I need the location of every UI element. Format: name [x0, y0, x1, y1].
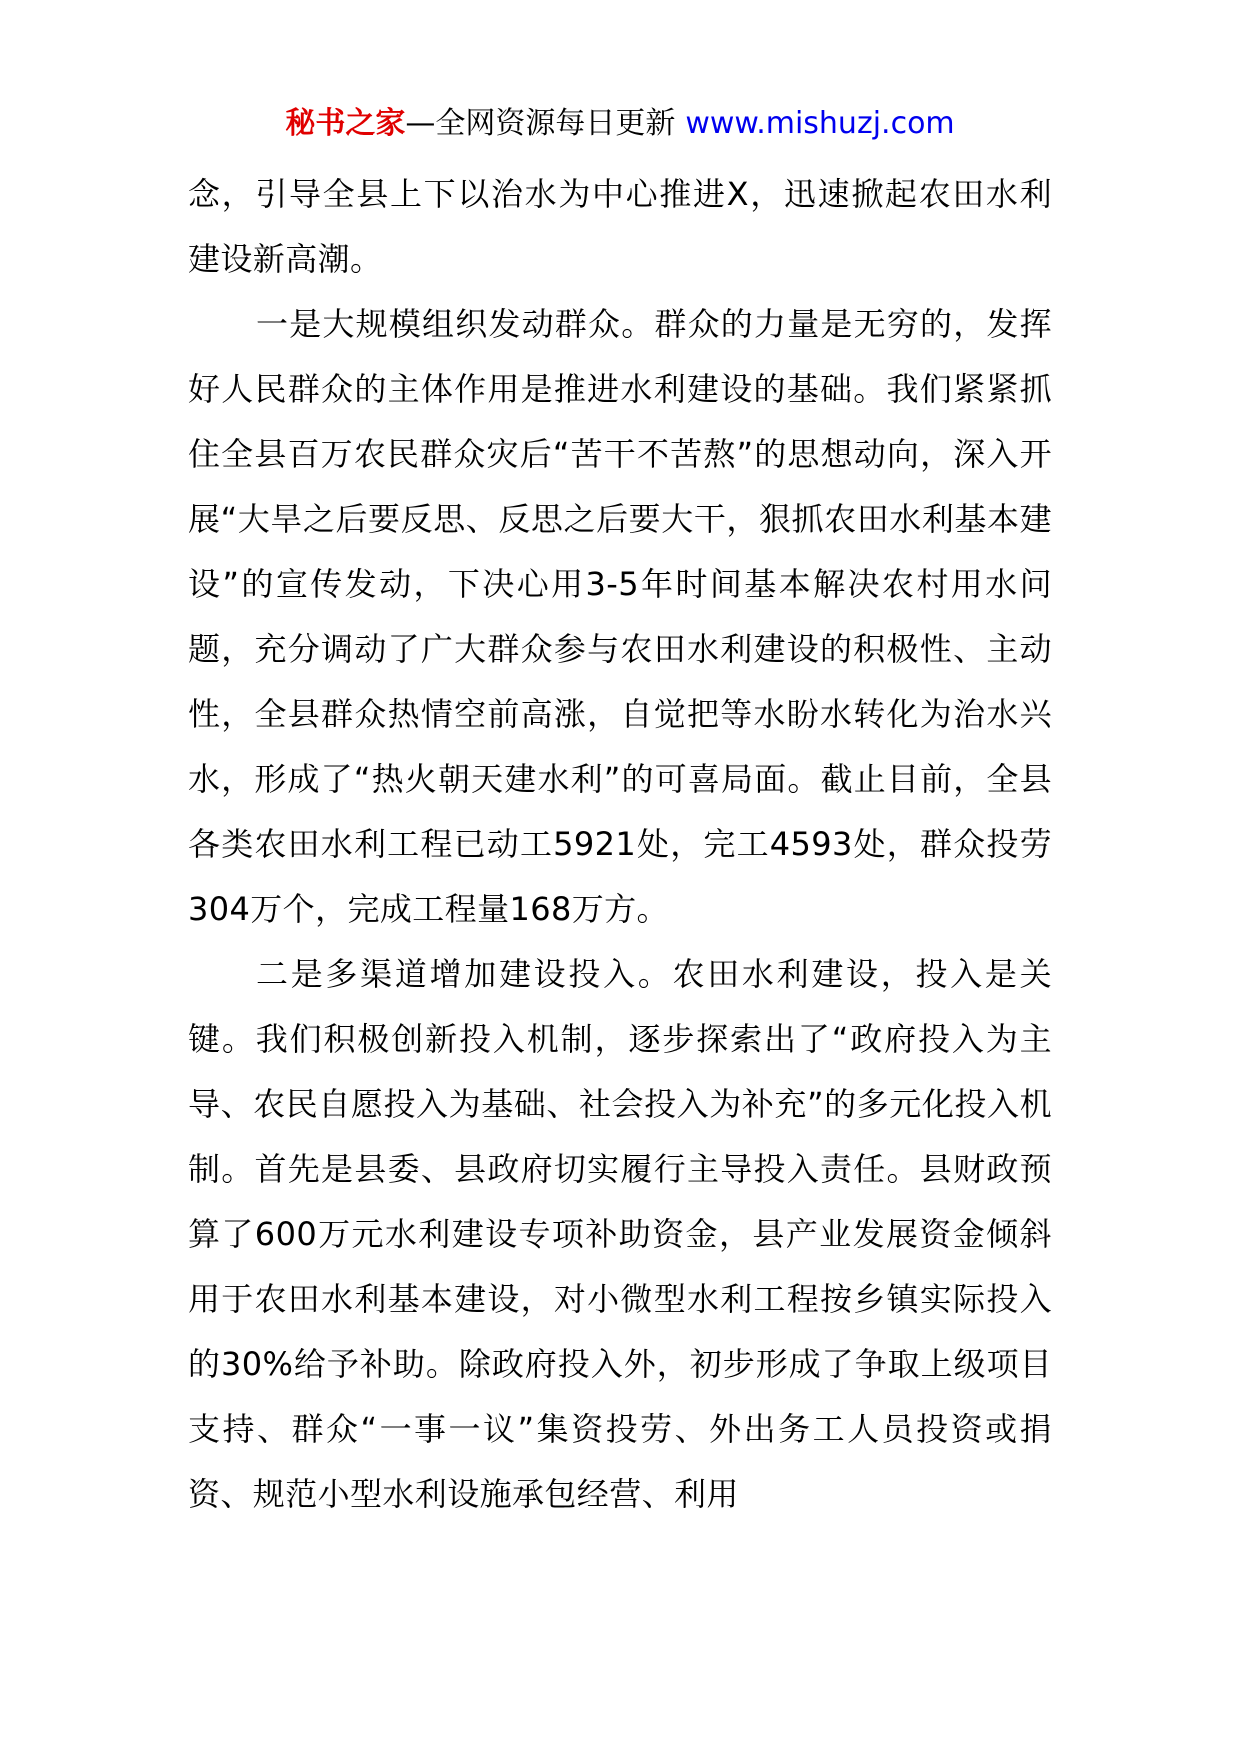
paragraph-continuation: 念，引导全县上下以治水为中心推进X，迅速掀起农田水利建设新高潮。: [188, 175, 1052, 278]
paragraph-mobilize-masses: 一是大规模组织发动群众。群众的力量是无穷的，发挥好人民群众的主体作用是推进水利建设的基础。我们紧紧抓住全县百万农民群众灾后“苦干不苦熬”的思想动向，深入开展“大旱之后要反思、反思之后要大干，狠抓农田水利基本建设”的宣传发动，下决心用3-5年时间基本解决农村用水问题，充分调动了广大群众参与农田水利建设的积极性、主动性，全县群众热情空前高涨，自觉把等水盼水转化为治水兴水，形成了“热火朝天建水利”的可喜局面。截止目前，全县各类农田水利工程已动工5921处，完工4593处，群众投劳304万个，完成工程量168万方。: [188, 305, 1052, 928]
document-body: [188, 162, 1052, 1527]
site-tagline: —全网资源每日更新: [405, 106, 676, 141]
site-brand: 秘书之家: [285, 106, 406, 141]
paragraph-increase-investment: 二是多渠道增加建设投入。农田水利建设，投入是关键。我们积极创新投入机制，逐步探索出了“政府投入为主导、农民自愿投入为基础、社会投入为补充”的多元化投入机制。首先是县委、县政府切实履行主导投入责任。县财政预算了600万元水利建设专项补助资金，县产业发展资金倾斜用于农田水利基本建设，对小微型水利工程按乡镇实际投入的30%给予补助。除政府投入外，初步形成了争取上级项目支持、群众“一事一议”集资投劳、外出务工人员投资或捐资、规范小型水利设施承包经营、利用: [188, 955, 1052, 1513]
site-url-link[interactable]: www.mishuzj.com: [685, 106, 955, 141]
site-header: [0, 104, 1240, 144]
